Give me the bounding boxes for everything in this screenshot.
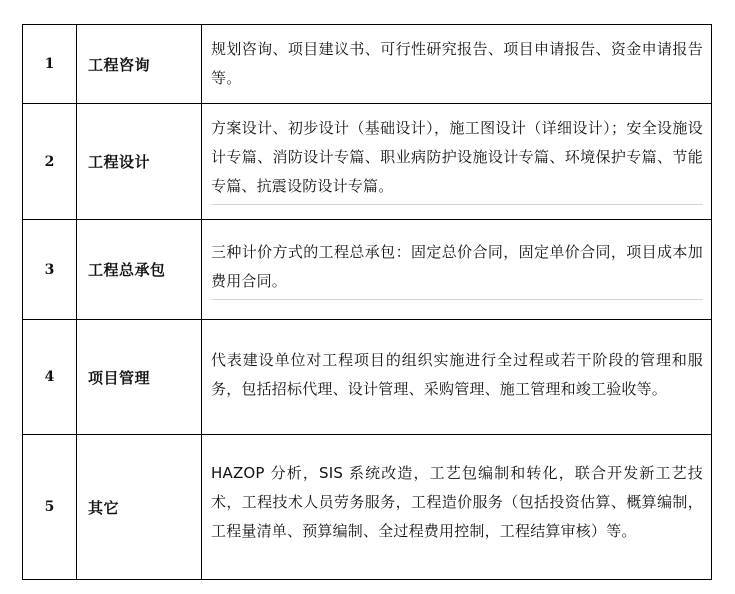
row-category: 其它 xyxy=(77,435,202,580)
row-description-cell xyxy=(202,435,712,580)
row-category: 工程咨询 xyxy=(77,25,202,104)
row-description-cell xyxy=(202,104,712,220)
row-description-cell xyxy=(202,320,712,435)
row-description-cell xyxy=(202,220,712,320)
table-row xyxy=(23,435,712,580)
row-number: 1 xyxy=(23,25,77,104)
table-row xyxy=(23,25,712,104)
row-category: 工程总承包 xyxy=(77,220,202,320)
row-description: 方案设计、初步设计（基础设计），施工图设计（详细设计）；安全设施设计专篇、消防设计专篇、职业病防护设施设计专篇、环境保护专篇、节能专篇、抗震设防设计专篇。 xyxy=(211,119,703,195)
row-category: 工程设计 xyxy=(77,104,202,220)
divider xyxy=(211,299,703,300)
row-number: 5 xyxy=(23,435,77,580)
row-number: 4 xyxy=(23,320,77,435)
row-number: 2 xyxy=(23,104,77,220)
row-description: 代表建设单位对工程项目的组织实施进行全过程或若干阶段的管理和服务，包括招标代理、设计管理、采购管理、施工管理和竣工验收等。 xyxy=(211,351,703,398)
row-description: 三种计价方式的工程总承包：固定总价合同，固定单价合同，项目成本加费用合同。 xyxy=(211,243,703,290)
row-description: HAZOP 分析，SIS 系统改造，工艺包编制和转化，联合开发新工艺技术，工程技术人员劳务服务，工程造价服务（包括投资估算、概算编制，工程量清单、预算编制、全过程费用控制，工程结算审核）等。 xyxy=(211,464,703,540)
services-table xyxy=(22,24,712,580)
divider xyxy=(211,204,703,205)
row-description: 规划咨询、项目建议书、可行性研究报告、项目申请报告、资金申请报告等。 xyxy=(211,40,703,87)
table-row xyxy=(23,104,712,220)
row-description-cell xyxy=(202,25,712,104)
table-row xyxy=(23,320,712,435)
table-row xyxy=(23,220,712,320)
row-number: 3 xyxy=(23,220,77,320)
row-category: 项目管理 xyxy=(77,320,202,435)
